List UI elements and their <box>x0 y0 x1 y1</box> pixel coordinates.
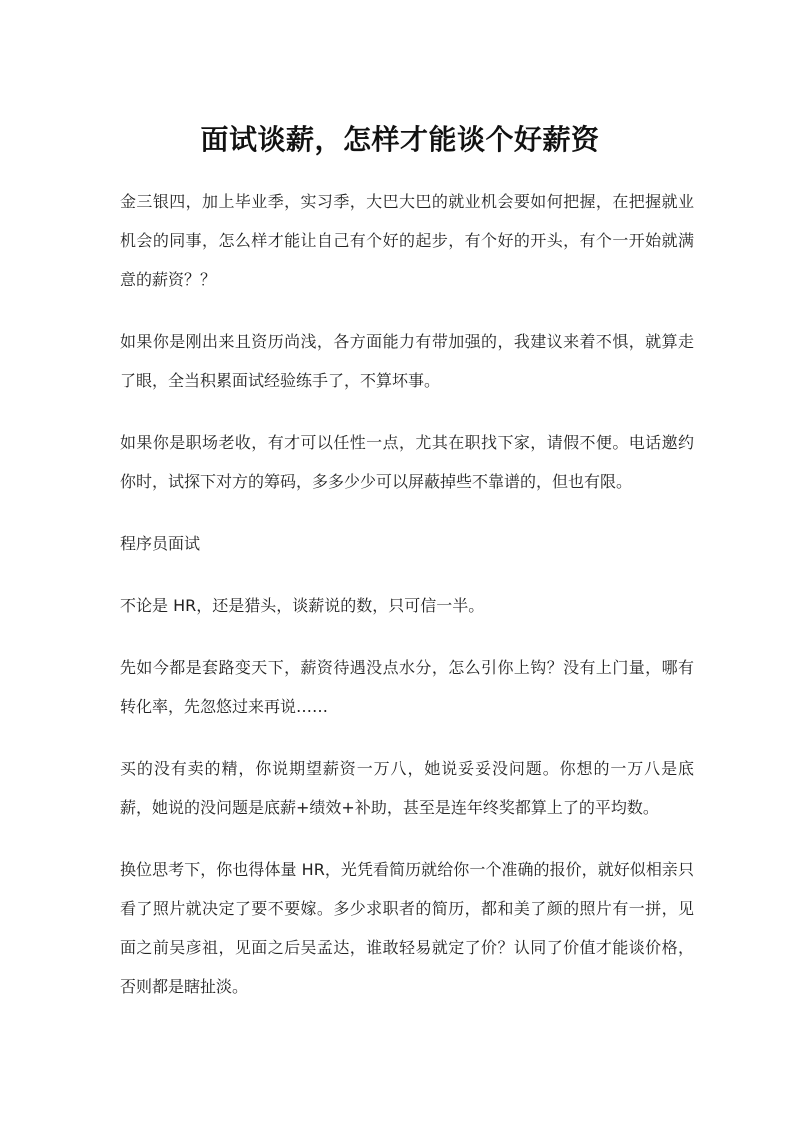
document-body <box>120 182 694 1029</box>
paragraph-newcomer: 如果你是刚出来且资历尚浅，各方面能力有带加强的，我建议来着不惧，就算走了眼，全当积累面试经验练手了，不算坏事。 <box>120 332 694 390</box>
paragraph-hr-trust: 不论是 HR，还是猎头，谈薪说的数，只可信一半。 <box>120 596 485 615</box>
paragraph-intro: 金三银四，加上毕业季，实习季，大巴大巴的就业机会要如何把握，在把握就业机会的同事，怎么样才能让自己有个好的起步，有个好的开头，有个一开始就满意的薪资？？ <box>120 192 694 289</box>
paragraph-salary-example: 买的没有卖的精，你说期望薪资一万八，她说妥妥没问题。你想的一万八是底薪，她说的没问题是底薪+绩效+补助，甚至是连年终奖都算上了的平均数。 <box>120 759 694 817</box>
paragraph-routine: 先如今都是套路变天下，薪资待遇没点水分，怎么引你上钩？没有上门量，哪有转化率，先忽悠过来再说…… <box>120 658 694 716</box>
paragraph-section-heading: 程序员面试 <box>120 534 201 553</box>
paragraph-perspective: 换位思考下，你也得体量 HR，光凭看简历就给你一个准确的报价，就好似相亲只看了照片就决定了要不要嫁。多少求职者的简历，都和美了颜的照片有一拼，见面之前吴彦祖，见面之后吴孟达，谁敢轻易就定了价？认同了价值才能谈价格，否则都是瞎扯淡。 <box>120 860 694 996</box>
document-title: 面试谈薪，怎样才能谈个好薪资 <box>200 123 600 156</box>
paragraph-veteran: 如果你是职场老收，有才可以任性一点，尤其在职找下家，请假不便。电话邀约你时，试探下对方的筹码，多多少少可以屏蔽掉些不靠谱的，但也有限。 <box>120 433 694 491</box>
